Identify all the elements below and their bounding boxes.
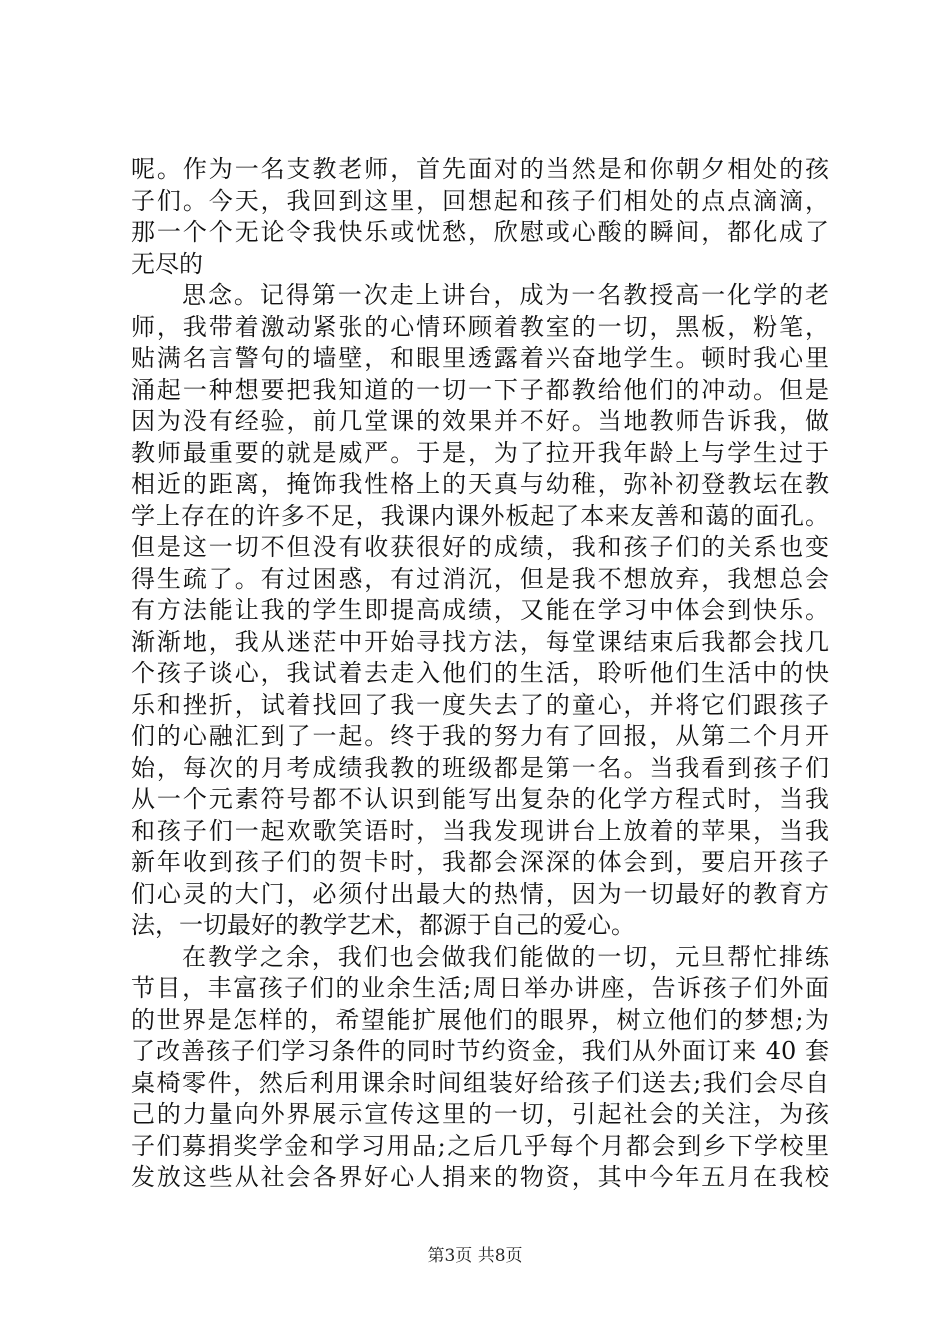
text-line: 始，每次的月考成绩我教的班级都是第一名。当我看到孩子们	[131, 753, 829, 782]
text-line: 学上存在的许多不足，我课内课外板起了本来友善和蔼的面孔。	[131, 501, 829, 530]
text-line: 发放这些从社会各界好心人捐来的物资，其中今年五月在我校	[131, 1163, 829, 1191]
text-line: 法，一切最好的教学艺术，都源于自己的爱心。	[131, 911, 635, 939]
text-line: 个孩子谈心，我试着去走入他们的生活，聆听他们生活中的快	[131, 659, 829, 687]
text-line: 师，我带着激动紧张的心情环顾着教室的一切，黑板，粉笔，	[131, 312, 829, 341]
text-line: 涌起一种想要把我知道的一切一下子都教给他们的冲动。但是	[131, 375, 829, 404]
text-line: 子们。今天，我回到这里，回想起和孩子们相处的点点滴滴，	[131, 186, 829, 215]
text-line: 有方法能让我的学生即提高成绩，又能在学习中体会到快乐。	[131, 596, 829, 624]
page-number-label: 第3页 共8页	[427, 1246, 523, 1266]
text-line: 那一个个无论令我快乐或忧愁，欣慰或心酸的瞬间，都化成了	[131, 218, 829, 246]
text-line: 相近的距离，掩饰我性格上的天真与幼稚，弥补初登教坛在教	[131, 470, 829, 498]
text-line: 子们募捐奖学金和学习用品;之后几乎每个月都会到乡下学校里	[131, 1131, 829, 1160]
text-line: 己的力量向外界展示宣传这里的一切，引起社会的关注，为孩	[131, 1100, 829, 1128]
text-line: 无尽的	[131, 249, 203, 278]
text-line: 和孩子们一起欢歌笑语时，当我发现讲台上放着的苹果，当我	[131, 816, 829, 845]
text-line: 渐渐地，我从迷茫中开始寻找方法，每堂课结束后我都会找几	[131, 627, 829, 656]
text-line: 贴满名言警句的墙壁，和眼里透露着兴奋地学生。顿时我心里	[131, 344, 829, 372]
text-line: 因为没有经验，前几堂课的效果并不好。当地教师告诉我，做	[131, 407, 829, 435]
text-line: 得生疏了。有过困惑，有过消沉，但是我不想放弃，我想总会	[131, 564, 829, 593]
document-body	[131, 154, 829, 1194]
text-line: 呢。作为一名支教老师，首先面对的当然是和你朝夕相处的孩	[131, 155, 829, 183]
text-line: 们的心融汇到了一起。终于我的努力有了回报，从第二个月开	[131, 722, 829, 750]
text-line: 从一个元素符号都不认识到能写出复杂的化学方程式时，当我	[131, 785, 829, 813]
text-line: 们心灵的大门，必须付出最大的热情，因为一切最好的教育方	[131, 879, 829, 908]
text-line: 但是这一切不但没有收获很好的成绩，我和孩子们的关系也变	[131, 533, 829, 561]
text-line: 的世界是怎样的，希望能扩展他们的眼界，树立他们的梦想;为	[131, 1005, 829, 1034]
page-footer	[0, 1244, 950, 1268]
text-line: 教师最重要的就是威严。于是，为了拉开我年龄上与学生过于	[131, 438, 829, 467]
text-line: 新年收到孩子们的贺卡时，我都会深深的体会到，要启开孩子	[131, 848, 829, 876]
text-line: 乐和挫折，试着找回了我一度失去了的童心，并将它们跟孩子	[131, 690, 829, 719]
text-line: 节目，丰富孩子们的业余生活;周日举办讲座，告诉孩子们外面	[131, 974, 829, 1002]
text-line: 在教学之余，我们也会做我们能做的一切，元旦帮忙排练	[182, 942, 829, 971]
text-line: 了改善孩子们学习条件的同时节约资金，我们从外面订来 40 套	[131, 1037, 829, 1065]
text-line: 思念。记得第一次走上讲台，成为一名教授高一化学的老	[182, 281, 829, 309]
text-line: 桌椅零件，然后利用课余时间组装好给孩子们送去;我们会尽自	[131, 1068, 829, 1097]
